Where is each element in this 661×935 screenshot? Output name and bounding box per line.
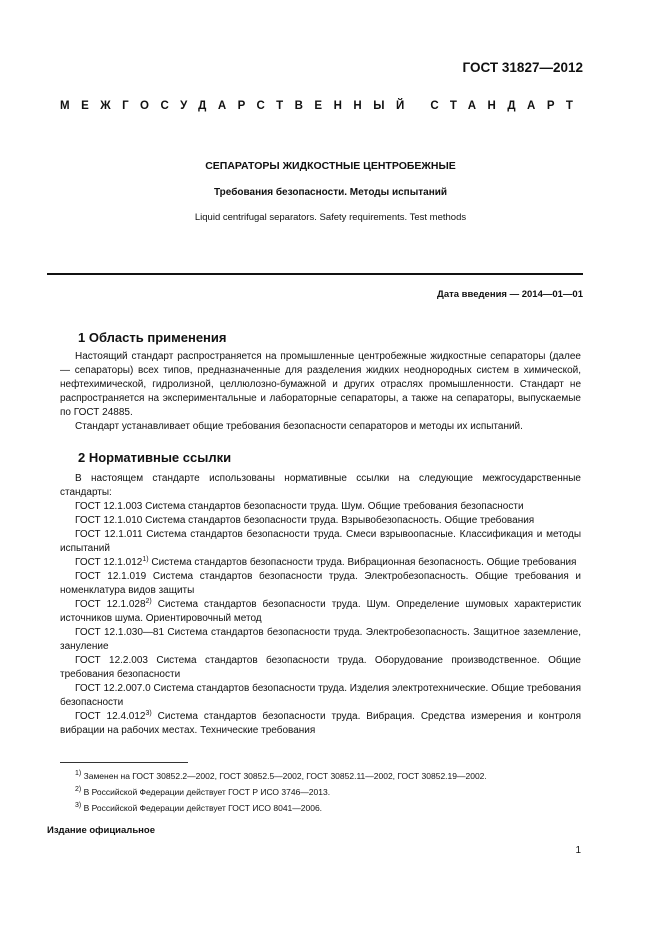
reference-code: ГОСТ 12.2.007.0 — [75, 683, 151, 694]
footnote-text: Заменен на ГОСТ 30852.2—2002, ГОСТ 30852.5—2002, ГОСТ 30852.11—2002, ГОСТ 30852.19—2002. — [81, 771, 487, 781]
section-2-heading: 2 Нормативные ссылки — [78, 450, 232, 465]
reference-title: Система стандартов безопасности труда. Шум. Определение шумовых характеристик источников шума. Ориентировочный метод — [60, 599, 582, 624]
reference-title: Система стандартов безопасности труда. Вибрационная безопасность. Общие требования — [148, 557, 577, 568]
footnote — [60, 784, 581, 800]
edition-label: Издание официальное — [47, 825, 155, 836]
footnote — [60, 768, 581, 784]
reference-item — [60, 682, 581, 710]
section-1-body — [60, 350, 581, 434]
reference-code: ГОСТ 12.1.028 — [75, 599, 146, 610]
reference-title: Система стандартов безопасности труда. Взрывобезопасность. Общие требования — [142, 515, 535, 526]
introduction-date: Дата введения — 2014—01—01 — [437, 289, 583, 300]
interstate-standard-label: МЕЖГОСУДАРСТВЕННЫЙ СТАНДАРТ — [60, 100, 585, 112]
reference-item — [60, 514, 581, 528]
section-1-heading: 1 Область применения — [78, 330, 227, 345]
reference-title: Система стандартов безопасности труда. Электробезопасность. Защитное заземление, зануление — [60, 627, 581, 652]
reference-code: ГОСТ 12.1.003 — [75, 501, 143, 512]
standard-number: ГОСТ 31827—2012 — [462, 60, 583, 75]
reference-title: Система стандартов безопасности труда. Электробезопасность. Общие требования и номенклатура видов защиты — [60, 571, 581, 596]
paragraph: В настоящем стандарте использованы нормативные ссылки на следующие межгосударственные стандарты: — [60, 473, 581, 498]
reference-code: ГОСТ 12.1.011 — [75, 529, 143, 540]
reference-item — [60, 528, 581, 556]
footnote-mark: 1) — [75, 770, 82, 777]
reference-title: Система стандартов безопасности труда. Вибрация. Средства измерения и контроля вибрации на рабочих местах. Технические требования — [60, 711, 582, 736]
reference-title: Система стандартов безопасности труда. Оборудование производственное. Общие требования безопасности — [60, 655, 581, 680]
paragraph: Стандарт устанавливает общие требования безопасности сепараторов и методы их испытаний. — [75, 421, 523, 432]
divider — [47, 273, 583, 275]
reference-title: Система стандартов безопасности труда. Изделия электротехнические. Общие требования безопасности — [60, 683, 581, 708]
reference-item — [60, 500, 581, 514]
footnote-mark: 3) — [145, 710, 152, 717]
reference-item — [60, 570, 581, 598]
reference-code: ГОСТ 12.1.019 — [75, 571, 147, 582]
footnote-mark: 2) — [145, 598, 152, 605]
reference-code: ГОСТ 12.2.003 — [75, 655, 148, 666]
reference-item — [60, 710, 581, 738]
normative-references — [60, 472, 581, 738]
reference-code: ГОСТ 12.4.012 — [75, 711, 146, 722]
footnote-mark: 2) — [75, 786, 82, 793]
footnote-mark: 3) — [75, 802, 82, 809]
document-title: СЕПАРАТОРЫ ЖИДКОСТНЫЕ ЦЕНТРОБЕЖНЫЕ — [205, 160, 456, 172]
reference-code: ГОСТ 12.1.010 — [75, 515, 143, 526]
page-number: 1 — [575, 845, 581, 856]
english-title: Liquid centrifugal separators. Safety requirements. Test methods — [194, 212, 467, 223]
reference-item — [60, 598, 581, 626]
document-subtitle: Требования безопасности. Методы испытаний — [213, 187, 448, 198]
reference-item — [60, 556, 581, 570]
reference-code: ГОСТ 12.1.030—81 — [75, 627, 165, 638]
reference-title: Система стандартов безопасности труда. Смеси взрывоопасные. Классификация и методы испытаний — [60, 529, 582, 554]
footnote-text: В Российской Федерации действует ГОСТ Р ИСО 3746—2013. — [81, 787, 331, 797]
reference-item — [60, 626, 581, 654]
footnote-mark: 1) — [142, 556, 149, 563]
reference-title: Система стандартов безопасности труда. Шум. Общие требования безопасности — [142, 501, 524, 512]
paragraph: Настоящий стандарт распространяется на промышленные центробежные жидкостные сепараторы (далее — сепараторы) всех типов, предназначенные для разделения жидких неоднородных систем в химической, нефтехимической, гидролизной, целлюлозно-бумажной и других отраслях промышленности. Стандарт не распространяется на экспериментальные и лабораторные сепараторы, а также на сепараторы, выпускаемые по ГОСТ 24885. — [60, 351, 581, 418]
footnote — [60, 800, 581, 816]
reference-code: ГОСТ 12.1.012 — [75, 557, 143, 568]
reference-item — [60, 654, 581, 682]
footnote-separator — [60, 762, 188, 763]
footnote-text: В Российской Федерации действует ГОСТ ИСО 8041—2006. — [81, 803, 323, 813]
footnotes — [60, 768, 581, 816]
